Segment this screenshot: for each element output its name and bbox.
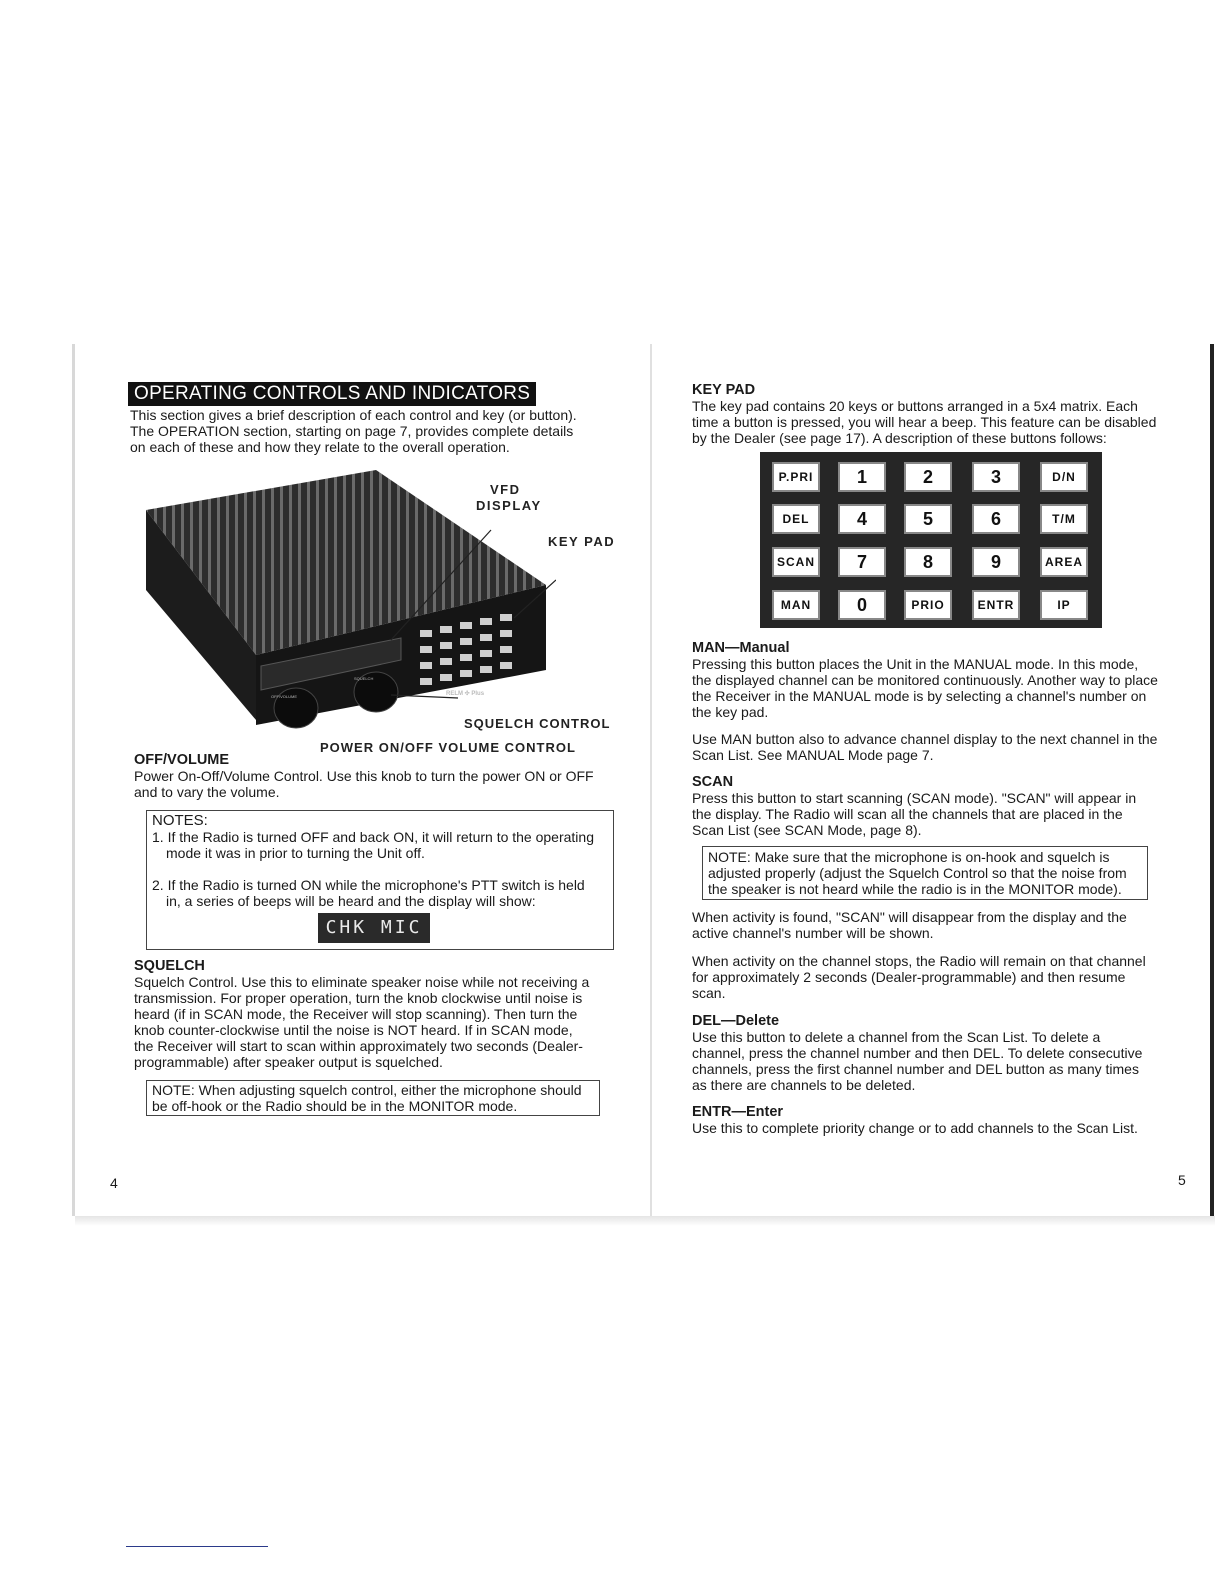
callout-power: POWER ON/OFF VOLUME CONTROL xyxy=(320,740,576,755)
page-number-left: 4 xyxy=(110,1175,118,1191)
callout-keypad: KEY PAD xyxy=(548,534,616,549)
callout-vfd-1: VFD xyxy=(490,482,521,497)
key-prio: PRIO xyxy=(904,590,952,620)
chk-mic-display: CHK MIC xyxy=(318,913,430,943)
photo-label-squelch: SQUELCH xyxy=(354,676,374,681)
page-bottom-shadow xyxy=(75,1216,1215,1226)
key-scan: SCAN xyxy=(772,547,820,577)
scan-heading: SCAN xyxy=(692,774,734,790)
man-line-5: Use MAN button also to advance channel display to the next channel in the xyxy=(692,731,1158,747)
right-page-edge xyxy=(1210,344,1214,1224)
squelch-heading: SQUELCH xyxy=(134,958,205,974)
scan-line-7: for approximately 2 seconds (Dealer-programmable) and then resume xyxy=(692,969,1126,985)
entr-heading: ENTR—Enter xyxy=(692,1104,784,1120)
key-man: MAN xyxy=(772,590,820,620)
manual-spread xyxy=(0,340,1224,1230)
squelch-line-2: transmission. For proper operation, turn the knob clockwise until noise is xyxy=(134,990,583,1006)
scan-note-line-2: adjusted properly (adjust the Squelch Control so that the noise from xyxy=(708,865,1127,881)
intro-line-3: on each of these and how they relate to the overall operation. xyxy=(130,439,510,455)
keypad-line-3: by the Dealer (see page 17). A description of these buttons follows: xyxy=(692,430,1107,446)
scan-note-line-1: NOTE: Make sure that the microphone is on-hook and squelch is xyxy=(708,849,1110,865)
left-page-edge xyxy=(72,344,75,1216)
del-heading: DEL—Delete xyxy=(692,1013,780,1029)
keypad-heading: KEY PAD xyxy=(692,382,756,398)
photo-label-offvolume: OFF/VOLUME xyxy=(271,694,298,699)
key-5: 5 xyxy=(904,504,952,534)
key-p-pri: P.PRI xyxy=(772,462,820,492)
key-d-n: D/N xyxy=(1040,462,1088,492)
callout-squelch: SQUELCH CONTROL xyxy=(464,716,611,731)
note-1-line-1: 1. If the Radio is turned OFF and back ON, it will return to the operating xyxy=(152,829,594,845)
key-3: 3 xyxy=(972,462,1020,492)
squelch-line-1: Squelch Control. Use this to eliminate speaker noise while not receiving a xyxy=(134,974,590,990)
key-0: 0 xyxy=(838,590,886,620)
squelch-note-line-1: NOTE: When adjusting squelch control, either the microphone should xyxy=(152,1082,582,1098)
man-line-2: the displayed channel can be monitored continuously. Another way to place xyxy=(692,672,1158,688)
scan-line-2: the display. The Radio will scan all the channels that are placed in the xyxy=(692,806,1123,822)
offvolume-heading: OFF/VOLUME xyxy=(134,752,230,768)
del-line-1: Use this button to delete a channel from the Scan List. To delete a xyxy=(692,1029,1101,1045)
page-gutter xyxy=(650,344,652,1224)
key-t-m: T/M xyxy=(1040,504,1088,534)
key-8: 8 xyxy=(904,547,952,577)
entr-line-1: Use this to complete priority change or to add channels to the Scan List. xyxy=(692,1120,1138,1136)
man-heading: MAN—Manual xyxy=(692,640,790,656)
key-2: 2 xyxy=(904,462,952,492)
squelch-line-6: programmable) after speaker output is squelched. xyxy=(134,1054,443,1070)
scan-line-5: active channel's number will be shown. xyxy=(692,925,934,941)
squelch-line-4: knob counter-clockwise until the noise is NOT heard. If in SCAN mode, xyxy=(134,1022,573,1038)
scan-line-6: When activity on the channel stops, the Radio will remain on that channel xyxy=(692,953,1146,969)
intro-line-2: The OPERATION section, starting on page 7, provides complete details xyxy=(130,423,574,439)
bottom-rule xyxy=(126,1546,268,1547)
del-line-2: channel, press the channel number and then DEL. To delete consecutive xyxy=(692,1045,1143,1061)
section-title: OPERATING CONTROLS AND INDICATORS xyxy=(128,382,536,406)
keypad-line-2: time a button is pressed, you will hear a beep. This feature can be disabled xyxy=(692,414,1157,430)
squelch-line-3: heard (if in SCAN mode, the Receiver will stop scanning). Then turn the xyxy=(134,1006,578,1022)
del-line-4: as there are channels to be deleted. xyxy=(692,1077,916,1093)
key-ip: IP xyxy=(1040,590,1088,620)
man-line-4: the key pad. xyxy=(692,704,769,720)
scan-line-8: scan. xyxy=(692,985,726,1001)
key-del: DEL xyxy=(772,504,820,534)
scan-line-4: When activity is found, "SCAN" will disappear from the display and the xyxy=(692,909,1127,925)
scan-line-1: Press this button to start scanning (SCAN mode). "SCAN" will appear in xyxy=(692,790,1137,806)
key-9: 9 xyxy=(972,547,1020,577)
note-2-line-2: in, a series of beeps will be heard and the display will show: xyxy=(166,893,536,909)
offvolume-line-1: Power On-Off/Volume Control. Use this knob to turn the power ON or OFF xyxy=(134,768,594,784)
offvolume-line-2: and to vary the volume. xyxy=(134,784,280,800)
photo-brand-label: RELM ✣ Plus xyxy=(446,691,485,697)
man-line-1: Pressing this button places the Unit in the MANUAL mode. In this mode, xyxy=(692,656,1139,672)
keypad-diagram xyxy=(760,452,1102,628)
note-1-line-2: mode it was in prior to turning the Unit off. xyxy=(166,845,425,861)
key-4: 4 xyxy=(838,504,886,534)
notes-heading: NOTES: xyxy=(152,812,208,829)
scan-note-line-3: the speaker is not heard while the radio is in the MONITOR mode). xyxy=(708,881,1122,897)
key-6: 6 xyxy=(972,504,1020,534)
keypad-line-1: The key pad contains 20 keys or buttons arranged in a 5x4 matrix. Each xyxy=(692,398,1138,414)
scan-line-3: Scan List (see SCAN Mode, page 8). xyxy=(692,822,922,838)
del-line-3: channels, press the first channel number and DEL button as many times xyxy=(692,1061,1139,1077)
key-area: AREA xyxy=(1040,547,1088,577)
man-line-3: the Receiver in the MANUAL mode is by selecting a channel's number on xyxy=(692,688,1147,704)
man-line-6: Scan List. See MANUAL Mode page 7. xyxy=(692,747,934,763)
intro-line-1: This section gives a brief description of each control and key (or button). xyxy=(130,407,577,423)
key-entr: ENTR xyxy=(972,590,1020,620)
squelch-line-5: the Receiver will start to scan within approximately two seconds (Dealer- xyxy=(134,1038,583,1054)
page-number-right: 5 xyxy=(1178,1172,1186,1188)
callout-vfd-2: DISPLAY xyxy=(476,498,542,513)
key-7: 7 xyxy=(838,547,886,577)
squelch-note-line-2: be off-hook or the Radio should be in the MONITOR mode. xyxy=(152,1098,518,1114)
note-2-line-1: 2. If the Radio is turned ON while the microphone's PTT switch is held xyxy=(152,877,585,893)
key-1: 1 xyxy=(838,462,886,492)
